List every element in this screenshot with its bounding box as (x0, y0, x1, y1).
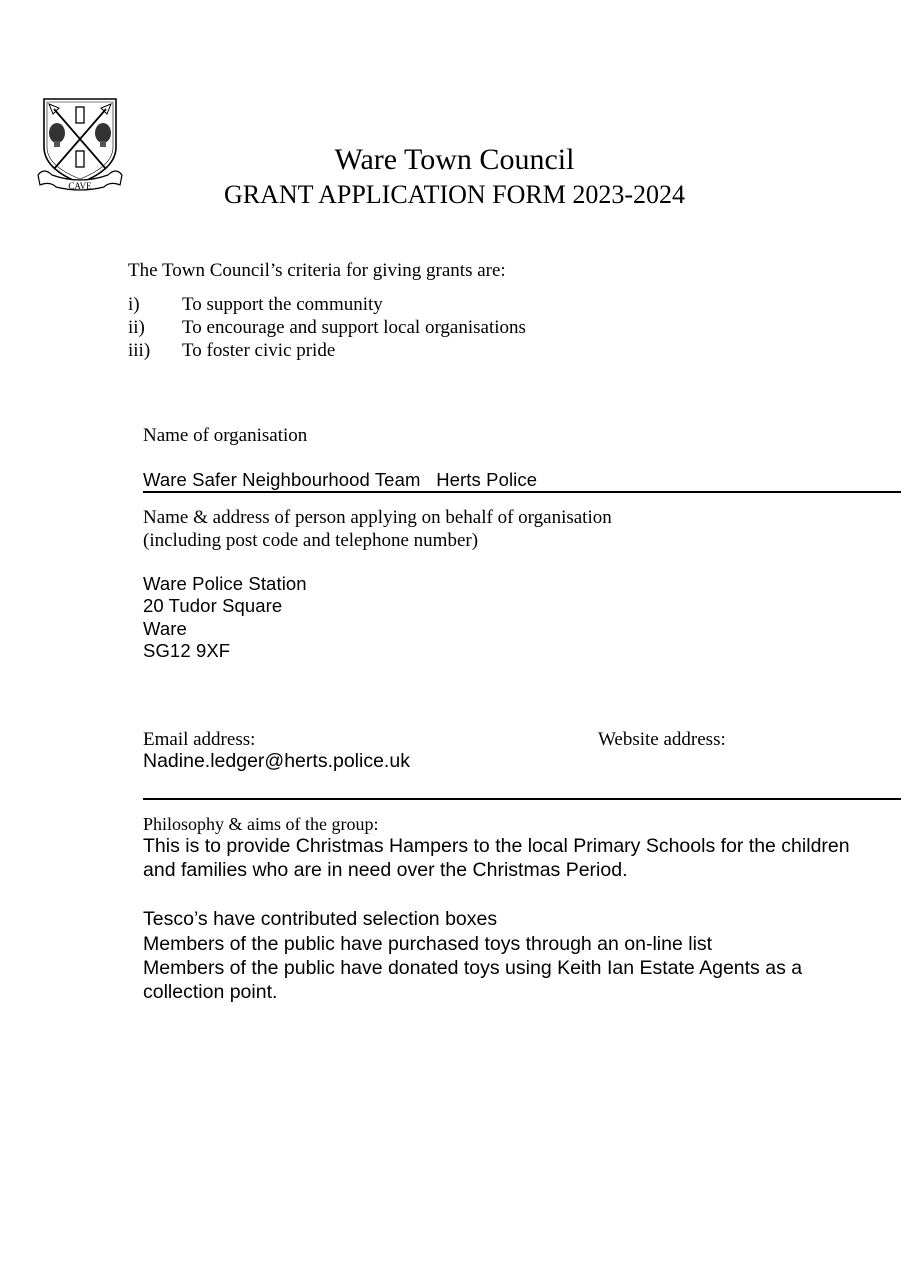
email-field[interactable]: Nadine.ledger@herts.police.uk (143, 750, 410, 772)
council-name: Ware Town Council (334, 143, 575, 176)
address-line: Ware (143, 617, 187, 639)
website-field[interactable] (598, 750, 898, 774)
criteria-number: i) (128, 294, 140, 315)
text-line: This is to provide Christmas Hampers to the local Primary Schools for the children (143, 835, 850, 857)
address-line: SG12 9XF (143, 639, 231, 661)
philosophy-field[interactable] (143, 834, 850, 1005)
organisation-label: Name of organisation (143, 425, 308, 446)
applicant-address-field[interactable] (143, 573, 307, 662)
text-line: Members of the public have purchased toys through an on-line list (143, 932, 713, 955)
criteria-number: ii) (128, 317, 145, 338)
text-line: Tesco’s have contributed selection boxes (143, 908, 498, 931)
criteria-text: To encourage and support local organisations (182, 317, 526, 338)
criteria-number: iii) (128, 340, 151, 361)
website-label: Website address: (598, 729, 726, 750)
text-line: collection point. (143, 981, 278, 1004)
divider (143, 798, 901, 800)
blank-line (143, 883, 850, 907)
svg-text:CAVE: CAVE (68, 181, 92, 191)
text-line: Members of the public have donated toys using Keith Ian Estate Agents as a (143, 957, 803, 980)
criteria-intro: The Town Council’s criteria for giving grants are: (128, 260, 506, 281)
criteria-item (128, 340, 335, 362)
philosophy-label: Philosophy & aims of the group: (143, 814, 379, 834)
criteria-text: To foster civic pride (182, 340, 336, 361)
criteria-item (128, 294, 383, 316)
address-line: Ware Police Station (143, 573, 307, 594)
criteria-item (128, 317, 526, 339)
address-line: 20 Tudor Square (143, 595, 283, 617)
form-title: GRANT APPLICATION FORM 2023-2024 (223, 180, 686, 209)
email-label: Email address: (143, 729, 256, 750)
text-line: and families who are in need over the Christmas Period. (143, 859, 628, 882)
applicant-sublabel: (including post code and telephone number) (143, 530, 479, 551)
divider (143, 491, 901, 493)
criteria-text: To support the community (182, 294, 383, 315)
applicant-label: Name & address of person applying on behalf of organisation (143, 507, 612, 528)
organisation-field[interactable]: Ware Safer Neighbourhood Team Herts Police (143, 469, 538, 490)
